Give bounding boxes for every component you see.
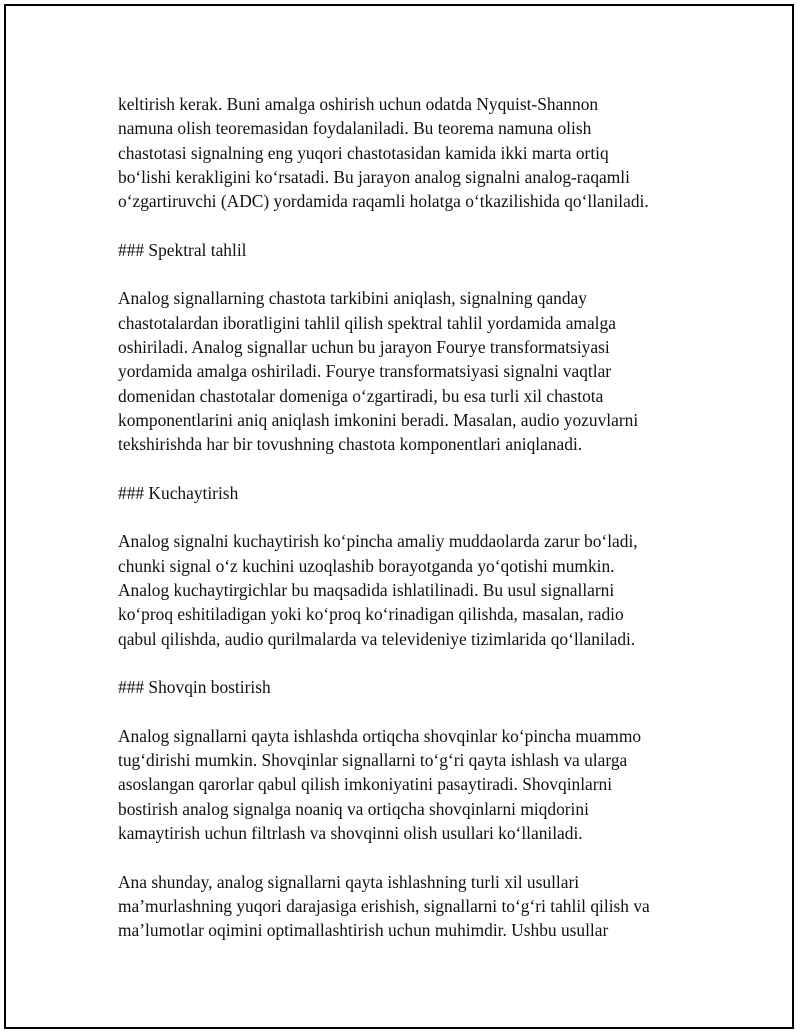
text-line: ma’murlashning yuqori darajasiga erishish, signallarni to‘g‘ri tahlil qilish va	[118, 895, 650, 916]
heading-text: ### Shovqin bostirish	[118, 677, 271, 698]
text-line: Analog signallarning chastota tarkibini aniqlash, signalning qanday	[118, 288, 587, 309]
text-line: Analog kuchaytirgichlar bu maqsadida ishlatilinadi. Bu usul signallarni	[118, 579, 615, 600]
document-body	[118, 92, 688, 967]
text-line: oshiriladi. Analog signallar uchun bu jarayon Fourye transformatsiyasi	[118, 336, 610, 357]
paragraph-spectral-analysis	[118, 286, 688, 456]
text-line: bo‘lishi kerakligini ko‘rsatadi. Bu jarayon analog signalni analog-raqamli	[118, 166, 630, 187]
text-line: chastotalardan iboratligini tahlil qilish spektral tahlil yordamida amalga	[118, 312, 616, 333]
text-line: ko‘proq eshitiladigan yoki ko‘proq ko‘rinadigan qilishda, masalan, radio	[118, 604, 624, 625]
heading-noise-suppression	[118, 675, 688, 699]
text-line: Ana shunday, analog signallarni qayta ishlashning turli xil usullari	[118, 871, 580, 892]
text-line: tug‘dirishi mumkin. Shovqinlar signallarni to‘g‘ri qayta ishlash va ularga	[118, 750, 628, 771]
heading-spectral-analysis	[118, 238, 688, 262]
heading-text: ### Kuchaytirish	[118, 482, 239, 503]
text-line: Analog signallarni qayta ishlashda ortiqcha shovqinlar ko‘pincha muammo	[118, 725, 642, 746]
paragraph-sampling	[118, 92, 688, 213]
text-line: keltirish kerak. Buni amalga oshirish uchun odatda Nyquist-Shannon	[118, 94, 599, 114]
text-line: tekshirishda har bir tovushning chastota komponentlari aniqlanadi.	[118, 434, 583, 455]
text-line: chunki signal o‘z kuchini uzoqlashib borayotganda yo‘qotishi mumkin.	[118, 555, 615, 576]
text-line: Analog signalni kuchaytirish ko‘pincha amaliy muddaolarda zarur bo‘ladi,	[118, 531, 638, 552]
text-line: namuna olish teoremasidan foydalaniladi. Bu teorema namuna olish	[118, 118, 592, 139]
heading-text: ### Spektral tahlil	[118, 239, 247, 260]
text-line: komponentlarini aniq aniqlash imkonini beradi. Masalan, audio yozuvlarni	[118, 409, 639, 430]
text-line: asoslangan qarorlar qabul qilish imkoniyatini pasaytiradi. Shovqinlarni	[118, 774, 613, 795]
paragraph-amplification	[118, 529, 688, 650]
paragraph-noise-suppression	[118, 724, 688, 845]
text-line: ma’lumotlar oqimini optimallashtirish uchun muhimdir. Ushbu usullar	[118, 920, 609, 941]
text-line: yordamida amalga oshiriladi. Fourye transformatsiyasi signalni vaqtlar	[118, 361, 612, 382]
text-line: o‘zgartiruvchi (ADC) yordamida raqamli holatga o‘tkazilishida qo‘llaniladi.	[118, 191, 649, 212]
text-line: chastotasi signalning eng yuqori chastotasidan kamida ikki marta ortiq	[118, 142, 609, 163]
text-line: bostirish analog signalga noaniq va ortiqcha shovqinlarni miqdorini	[118, 798, 589, 819]
heading-amplification	[118, 481, 688, 505]
text-line: qabul qilishda, audio qurilmalarda va televideniye tizimlarida qo‘llaniladi.	[118, 628, 636, 649]
text-line: kamaytirish uchun filtrlash va shovqinni olish usullari ko‘llaniladi.	[118, 822, 583, 843]
paragraph-conclusion	[118, 870, 688, 943]
text-line: domenidan chastotalar domeniga o‘zgartiradi, bu esa turli xil chastota	[118, 385, 604, 406]
